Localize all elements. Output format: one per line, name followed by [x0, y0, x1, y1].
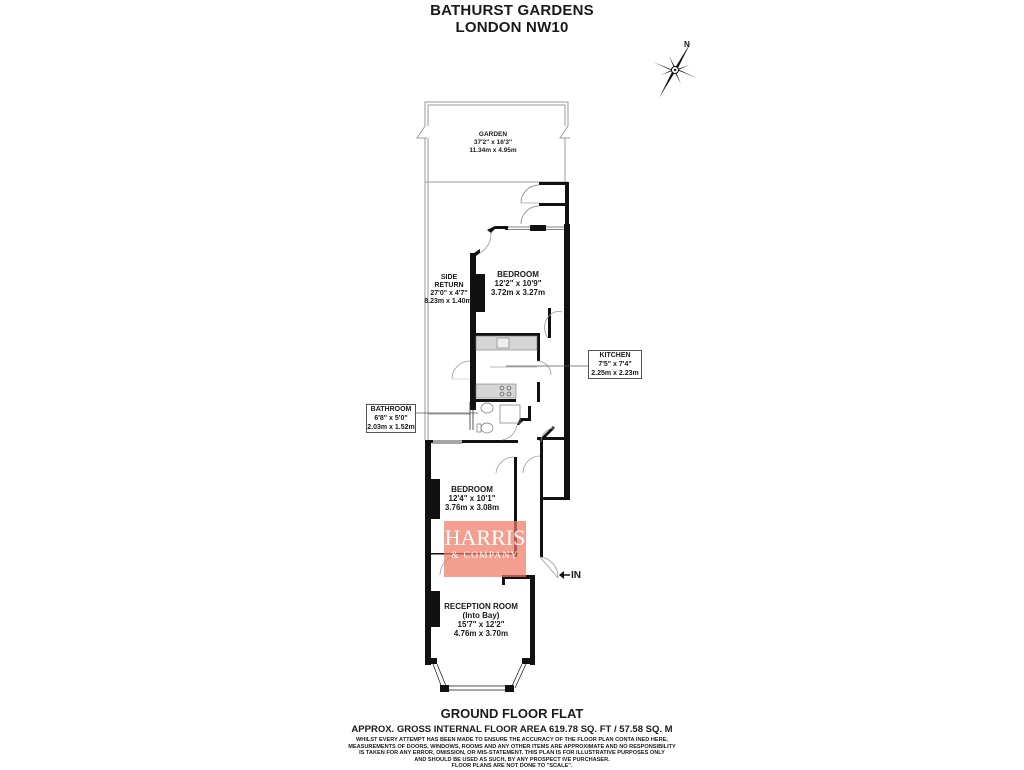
arrow-left-icon	[559, 571, 570, 579]
compass-north-label: N	[684, 40, 690, 49]
kitchen-metric: 2.25m x 2.23m	[591, 370, 639, 377]
garden-label	[469, 131, 517, 154]
bedroom2-label	[445, 485, 499, 512]
disclaimer	[0, 737, 1024, 770]
svg-text:37'2" x 16'3": 37'2" x 16'3"	[473, 139, 513, 146]
bathroom-imperial: 6'8" x 5'0"	[374, 415, 408, 422]
kitchen-label	[588, 350, 642, 379]
svg-text:8.23m x 1.40m: 8.23m x 1.40m	[424, 298, 472, 305]
disclaimer-line: MEASUREMENTS OF DOORS, WINDOWS, ROOMS AND ANY OTHER ITEMS ARE APPROXIMATE AND NO RESPONSIBILITY	[348, 743, 676, 750]
reception-label	[444, 602, 518, 638]
agent-watermark	[444, 521, 526, 577]
svg-text:15'7" x 12'2": 15'7" x 12'2"	[457, 620, 505, 629]
store-cupboards	[521, 182, 569, 227]
bathroom-fixtures	[477, 403, 520, 433]
side-return-outline	[425, 182, 470, 440]
bedroom1-label	[491, 270, 545, 297]
bathroom-metric: 2.03m x 1.52m	[367, 424, 415, 431]
svg-text:GARDEN: GARDEN	[478, 131, 508, 138]
side-return-label	[424, 274, 471, 305]
disclaimer-line: AND SHOULD BE USED AS SUCH, BY ANY PROSPECT IVE PURCHASER.	[414, 756, 610, 763]
svg-text:3.72m x 3.27m: 3.72m x 3.27m	[490, 288, 546, 297]
kitchen-fixtures	[476, 336, 537, 398]
disclaimer-line: WHILST EVERY ATTEMPT HAS BEEN MADE TO ENSURE THE ACCURACY OF THE FLOOR PLAN CONTA INED HERE,	[356, 737, 668, 743]
compass-rose-icon	[653, 42, 697, 98]
bathroom-name: BATHROOM	[370, 406, 412, 413]
svg-text:12'4" x 10'1": 12'4" x 10'1"	[448, 494, 496, 503]
svg-text:RECEPTION ROOM: RECEPTION ROOM	[444, 602, 518, 611]
disclaimer-line: FLOOR PLANS ARE NOT DONE TO "SCALE".	[451, 763, 573, 770]
property-title: BATHURST GARDENS	[430, 2, 594, 19]
kitchen-imperial: 7'5" x 7'4"	[598, 361, 632, 368]
svg-text:12'2" x 10'9": 12'2" x 10'9"	[494, 279, 542, 288]
watermark-line2: & COMPANY	[451, 551, 519, 561]
svg-text:SIDE: SIDE	[440, 274, 458, 281]
svg-text:11.34m x 4.95m: 11.34m x 4.95m	[469, 147, 517, 154]
bathroom-label	[366, 404, 416, 433]
svg-text:BEDROOM: BEDROOM	[497, 270, 539, 279]
svg-text:(Into Bay): (Into Bay)	[462, 611, 500, 620]
entrance-label: IN	[571, 570, 581, 581]
floor-title: GROUND FLOOR FLAT	[440, 706, 584, 721]
kitchen-name: KITCHEN	[599, 352, 631, 359]
watermark-line1: HARRIS	[444, 525, 526, 550]
svg-text:RETURN: RETURN	[434, 282, 464, 289]
svg-text:27'0" x 4'7": 27'0" x 4'7"	[430, 290, 468, 297]
floor-area: APPROX. GROSS INTERNAL FLOOR AREA 619.78 SQ. FT / 57.58 SQ. M	[351, 724, 673, 735]
property-location: LONDON NW10	[455, 19, 569, 36]
disclaimer-line: IS TAKEN FOR ANY ERROR, OMISSION, OR MIS-STATEMENT. THIS PLAN IS FOR ILLUSTRATIVE PURPOSES ONLY	[359, 750, 665, 757]
svg-text:BEDROOM: BEDROOM	[451, 485, 493, 494]
svg-text:4.76m x 3.70m: 4.76m x 3.70m	[453, 629, 509, 638]
svg-text:3.76m x 3.08m: 3.76m x 3.08m	[444, 503, 500, 512]
